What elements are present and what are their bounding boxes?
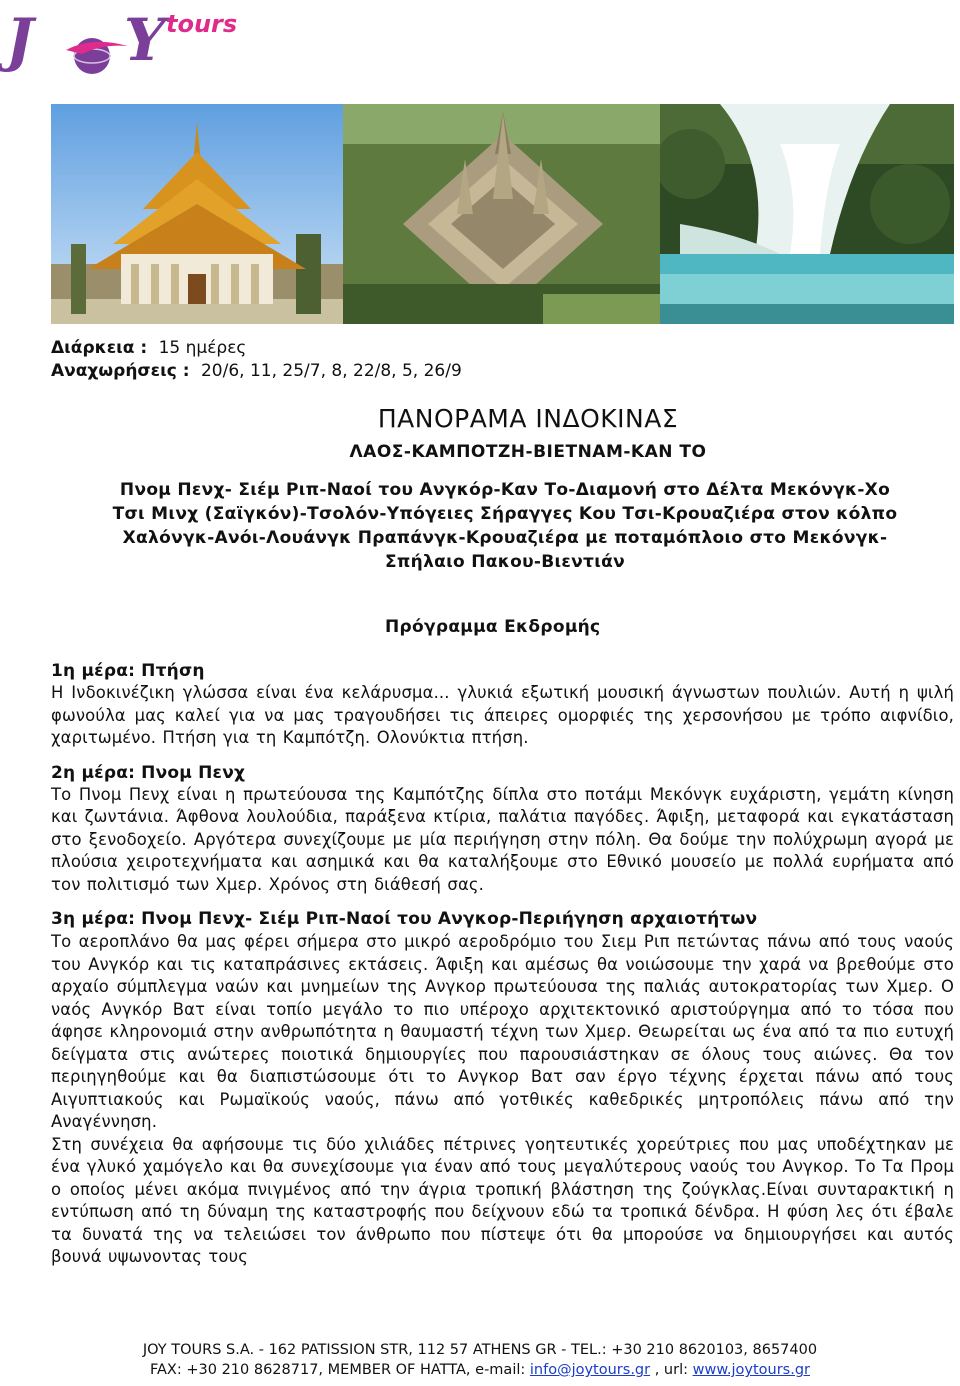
joytours-logo bbox=[6, 4, 246, 76]
day-section bbox=[51, 660, 954, 750]
day-section bbox=[51, 762, 954, 897]
page-subtitle: ΛΑΟΣ-ΚΑΜΠΟΤΖΗ-ΒΙΕΤΝΑΜ-ΚΑΝ ΤΟ bbox=[349, 442, 707, 462]
day-text: Στη συνέχεια θα αφήσουμε τις δύο χιλιάδες πέτρινες γοητευτικές χορεύτριες που μας υποδέχτηκαν με ένα γλυκό χαμόγελο και θα συνεχίσουμε για έναν από τους μεγαλύτερους ναούς του Ανγκορ. Το Τα Προμ ο οποίος μένει ακόμα πνιγμένος από την άγρια τροπική βλάστηση της ζούγκλας.Είναι συνταρακτική η εντύπωση από τη δύναμη της καταστροφής που δείχνουν εδώ τα τροπικά δένδρα. Η φύση λες ότι έβαλε τα δυνατά της να τελειώσει τον άνθρωπο που πίστεψε ότι θα μπορούσε να δημιουργήσει και αυτός βουνά υψωνοντας τους bbox=[51, 1134, 954, 1266]
footer-address: JOY TOURS S.A. - 162 PATISSION STR, 112 57 ATHENS GR - TEL.: +30 210 8620103, 8657400 bbox=[142, 1342, 818, 1358]
route-line: Τσι Μινχ (Σαϊγκόν)-Τσολόν-Υπόγειες Σήραγγες Κου Τσι-Κρουαζιέρα στον κόλπο bbox=[112, 504, 898, 524]
logo-letter-j: J bbox=[6, 6, 32, 74]
logo-globe-icon bbox=[62, 34, 132, 74]
logo-letter-y: Y bbox=[124, 6, 166, 74]
footer-fax: FAX: +30 210 8628717, MEMBER OF HATTA, e-mail: bbox=[150, 1362, 530, 1378]
footer-url-label: , url: bbox=[650, 1362, 693, 1378]
program-heading: Πρόγραμμα Εκδρομής bbox=[385, 617, 601, 637]
photo-strip bbox=[51, 104, 954, 324]
day-text: Η Ινδοκινέζικη γλώσσα είναι ένα κελάρυσμα... γλυκιά εξωτική μουσική άγνωστων πουλιών. Αυτή η ψιλή φωνούλα μας καλεί για να μας τραγουδήσει τις άπειρες ομορφιές της χερσονήσου με τρόπο αιφνίδιο, χαριτωμένο. Πτήση για τη Καμπότζη. Ολονύκτια πτήση. bbox=[51, 683, 954, 747]
waterfall-photo bbox=[660, 104, 954, 324]
page-footer bbox=[0, 1340, 960, 1380]
departures-value: 20/6, 11, 25/7, 8, 22/8, 5, 26/9 bbox=[200, 361, 462, 381]
page-title: ΠΑΝΟΡΑΜΑ ΙΝΔΟΚΙΝΑΣ bbox=[377, 404, 679, 433]
day-heading: 3η μέρα: Πνομ Πενχ- Σιέμ Ριπ-Ναοί του Ανγκορ-Περιήγηση αρχαιοτήτων bbox=[51, 909, 758, 929]
duration-label: Διάρκεια : bbox=[51, 338, 148, 358]
duration-value: 15 ημέρες bbox=[158, 338, 247, 358]
email-link[interactable]: info@joytours.gr bbox=[529, 1362, 651, 1378]
route-line: Σπήλαιο Πακου-Βιεντιάν bbox=[385, 552, 625, 572]
day-text: Το Πνομ Πενχ είναι η πρωτεύουσα της Καμπότζης δίπλα στο ποτάμι Μεκόνγκ ευχάριστη, γεμάτη κίνηση και ζωντάνια. Άφθονα λουλούδια, παράξενα κτίρια, παλάτια παγόδες. Άφιξη, μεταφορά και εγκατάσταση στο ξενοδοχείο. Αργότερα συνεχίζουμε με μία περιήγηση στην πόλη. Θα δούμε την πολύχρωμη αγορά με πλούσια χειροτεχνήματα και ασημικά και θα καταλήξουμε στο Εθνικό μουσείο με πολλά ευρήματα από τον πολιτισμό των Χμερ. Χρόνος στη διάθεσή σας. bbox=[51, 784, 954, 894]
route-line: Πνομ Πενχ- Σιέμ Ριπ-Ναοί του Ανγκόρ-Καν Το-Διαμονή στο Δέλτα Μεκόνγκ-Χο bbox=[119, 480, 891, 500]
footer-contact bbox=[0, 1360, 960, 1380]
royal-palace-photo bbox=[51, 104, 343, 324]
itinerary bbox=[51, 660, 954, 1281]
day-heading: 2η μέρα: Πνομ Πενχ bbox=[51, 762, 246, 783]
day-text: Το αεροπλάνο θα μας φέρει σήμερα στο μικρό αεροδρόμιο του Σιεμ Ριπ πετώντας πάνω από τους ναούς του Ανγκόρ και τις καταπράσινες εκτάσεις. Άφιξη και αμέσως θα νοιώσουμε την χαρά να βρεθούμε στο αρχαίο σύμπλεγμα ναών και μνημείων της Ανγκορ πρωτεύουσα της παλιάς αυτοκρατορίας των Χμερ. Ο ναός Ανγκόρ Βατ είναι τοπίο μεγάλο το πιο υπέροχο αρχιτεκτονικό αριστούργημα από το τόσα που άφησε κληρονομιά στην ανθρωπότητα η θαυμαστή τέχνη των Χμερ. Θεωρείται ως ένα από τα πιο ευτυχή δείγματα στις ανώτερες ποιοτικά δημιουργίες που παρουσιάστηκαν σε όλους τους αιώνες. Θα τον περιηγηθούμε και θα διαπιστώσουμε ότι το Ανγκορ Βατ σαν έργο τέχνης έρχεται πάνω από τους Αιγυπτιακούς και Ρωμαϊκούς ναούς, πάνω από γοτθικές καθεδρικές μητροπόλεις πάνω από την Αναγέννηση. bbox=[51, 932, 954, 1131]
route-description bbox=[60, 478, 950, 574]
logo-tours-text: tours bbox=[166, 10, 238, 38]
departures-label: Αναχωρήσεις : bbox=[51, 361, 190, 381]
angkor-wat-photo bbox=[343, 104, 660, 324]
route-line: Χαλόνγκ-Ανόι-Λουάνγκ Πραπάνγκ-Κρουαζιέρα με ποταμόπλοιο στο Μεκόνγκ- bbox=[122, 528, 888, 548]
day-section bbox=[51, 908, 954, 1269]
duration-line bbox=[51, 338, 246, 358]
departures-line bbox=[51, 361, 462, 381]
day-heading: 1η μέρα: Πτήση bbox=[51, 661, 205, 681]
website-link[interactable]: www.joytours.gr bbox=[692, 1362, 810, 1378]
